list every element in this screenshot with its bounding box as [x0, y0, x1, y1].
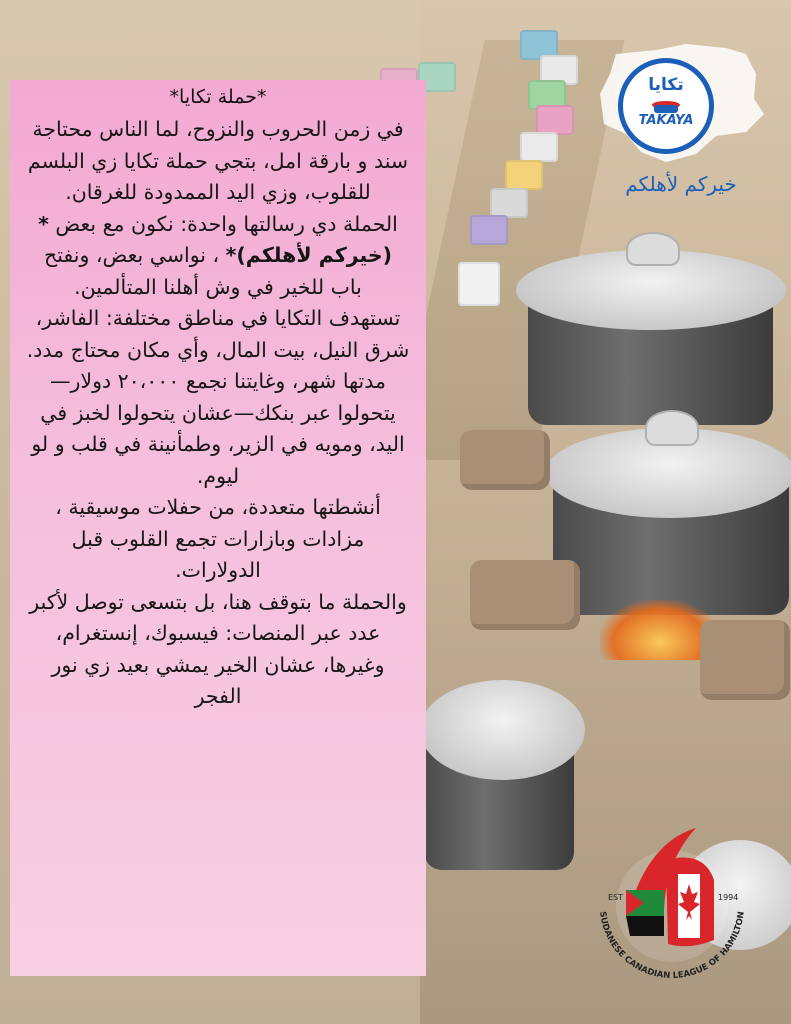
message-rest: ، نواسي بعض، ونفتح باب للخير في وش أهلنا المتألمين.: [43, 243, 362, 299]
campaign-text-card: [10, 80, 426, 976]
rock: [470, 560, 580, 630]
takaya-slogan: خيركم لأهلكم: [625, 172, 737, 196]
rock: [460, 430, 550, 490]
cooking-pot: [516, 230, 786, 430]
slogan-bold: *(خيركم لأهلكم)*: [38, 211, 393, 267]
cup: [470, 215, 508, 245]
campaign-title: *حملة تكايا*: [169, 86, 267, 108]
league-year: 1994: [718, 893, 739, 902]
paragraph-activities: أنشطتها متعددة، من حفلات موسيقية ، مزادات وبازارات تجمع القلوب قبل الدولارات.: [55, 495, 381, 582]
cooking-pot: [420, 670, 590, 870]
sudanese-canadian-league-logo: [586, 820, 758, 992]
league-est: EST: [608, 893, 624, 902]
paragraph-message: [26, 209, 410, 304]
takaya-badge: [618, 58, 714, 154]
cup: [458, 262, 500, 306]
takaya-arabic-name: تكايا: [648, 75, 684, 95]
takaya-english-name: TAKAYA: [638, 113, 694, 128]
cooking-pot: [545, 410, 791, 620]
paragraph-intro: في زمن الحروب والنزوح، لما الناس محتاجة سند و بارقة امل، بتجي حملة تكايا زي البلسم للقلوب، وزي اليد الممدودة للغرقان.: [27, 117, 409, 204]
cup: [520, 132, 558, 162]
cup: [490, 188, 528, 218]
rock: [700, 620, 790, 700]
paragraph-platforms: والحملة ما بتوقف هنا، بل بتسعى توصل لأكبر عدد عبر المنصات: فيسبوك، إنستغرام، وغيرها، عشان الخير يمشي بعيد زي نور الفجر: [29, 589, 407, 708]
league-name: SUDANESE CANADIAN LEAGUE OF HAMILTON: [597, 910, 747, 982]
paragraph-targets: تستهدف التكايا في مناطق مختلفة: الفاشر، شرق النيل، بيت المال، وأي مكان محتاج مدد.: [26, 306, 410, 362]
cup: [505, 160, 543, 190]
cup: [536, 105, 574, 135]
message-lead: الحملة دي رسالتها واحدة: نكون مع بعض: [55, 211, 398, 236]
paragraph-duration: مدتها شهر، وغايتنا نجمع ٢٠،٠٠٠ دولار—يتحولوا عبر بنكك—عشان يتحولوا لخبز في اليد، ومويه في الزير، وطمأنينة في قلب و لو ليوم.: [31, 369, 405, 488]
